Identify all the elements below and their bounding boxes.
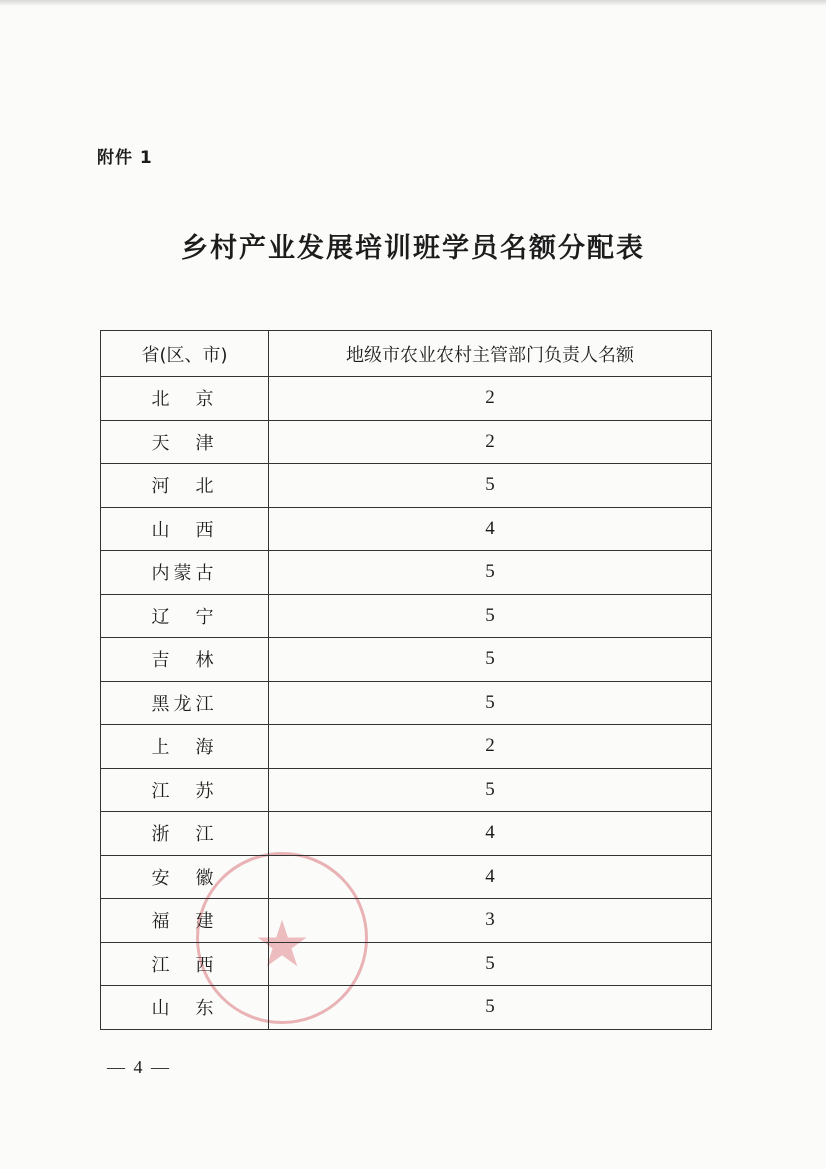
quota-cell: 4 bbox=[269, 855, 712, 899]
province-cell: 河 北 bbox=[101, 464, 269, 508]
table-body bbox=[101, 377, 712, 1030]
table-row bbox=[101, 420, 712, 464]
quota-cell: 5 bbox=[269, 681, 712, 725]
table-row bbox=[101, 899, 712, 943]
table-row bbox=[101, 942, 712, 986]
province-cell: 天 津 bbox=[101, 420, 269, 464]
header-province: 省(区、市) bbox=[101, 331, 269, 377]
quota-cell: 4 bbox=[269, 812, 712, 856]
quota-cell: 5 bbox=[269, 594, 712, 638]
quota-cell: 2 bbox=[269, 725, 712, 769]
province-cell: 内蒙古 bbox=[101, 551, 269, 595]
table-row bbox=[101, 551, 712, 595]
quota-cell: 2 bbox=[269, 377, 712, 421]
quota-cell: 5 bbox=[269, 638, 712, 682]
province-cell: 辽 宁 bbox=[101, 594, 269, 638]
page-number: — 4 — bbox=[107, 1057, 171, 1077]
header-quota: 地级市农业农村主管部门负责人名额 bbox=[269, 331, 712, 377]
province-cell: 江 西 bbox=[101, 942, 269, 986]
quota-cell: 5 bbox=[269, 768, 712, 812]
table-row bbox=[101, 725, 712, 769]
table-row bbox=[101, 855, 712, 899]
province-cell: 黑龙江 bbox=[101, 681, 269, 725]
page-title: 乡村产业发展培训班学员名额分配表 bbox=[181, 233, 645, 264]
seal-star-icon: ★ bbox=[253, 908, 311, 982]
province-cell: 北 京 bbox=[101, 377, 269, 421]
table-row bbox=[101, 594, 712, 638]
province-cell: 山 东 bbox=[101, 986, 269, 1030]
province-cell: 江 苏 bbox=[101, 768, 269, 812]
quota-cell: 2 bbox=[269, 420, 712, 464]
province-cell: 福 建 bbox=[101, 899, 269, 943]
quota-cell: 3 bbox=[269, 899, 712, 943]
quota-cell: 5 bbox=[269, 464, 712, 508]
table-row bbox=[101, 507, 712, 551]
province-cell: 安 徽 bbox=[101, 855, 269, 899]
province-cell: 山 西 bbox=[101, 507, 269, 551]
table-header-row bbox=[101, 331, 712, 377]
quota-cell: 5 bbox=[269, 986, 712, 1030]
table-row bbox=[101, 986, 712, 1030]
quota-cell: 4 bbox=[269, 507, 712, 551]
province-cell: 吉 林 bbox=[101, 638, 269, 682]
table-row bbox=[101, 377, 712, 421]
quota-cell: 5 bbox=[269, 942, 712, 986]
table-row bbox=[101, 638, 712, 682]
table-row bbox=[101, 681, 712, 725]
table-row bbox=[101, 812, 712, 856]
table-row bbox=[101, 464, 712, 508]
attachment-label: 附件 1 bbox=[97, 148, 153, 168]
province-cell: 浙 江 bbox=[101, 812, 269, 856]
province-cell: 上 海 bbox=[101, 725, 269, 769]
quota-table bbox=[100, 330, 712, 1030]
page-edge-shadow bbox=[0, 0, 826, 6]
table-row bbox=[101, 768, 712, 812]
quota-cell: 5 bbox=[269, 551, 712, 595]
